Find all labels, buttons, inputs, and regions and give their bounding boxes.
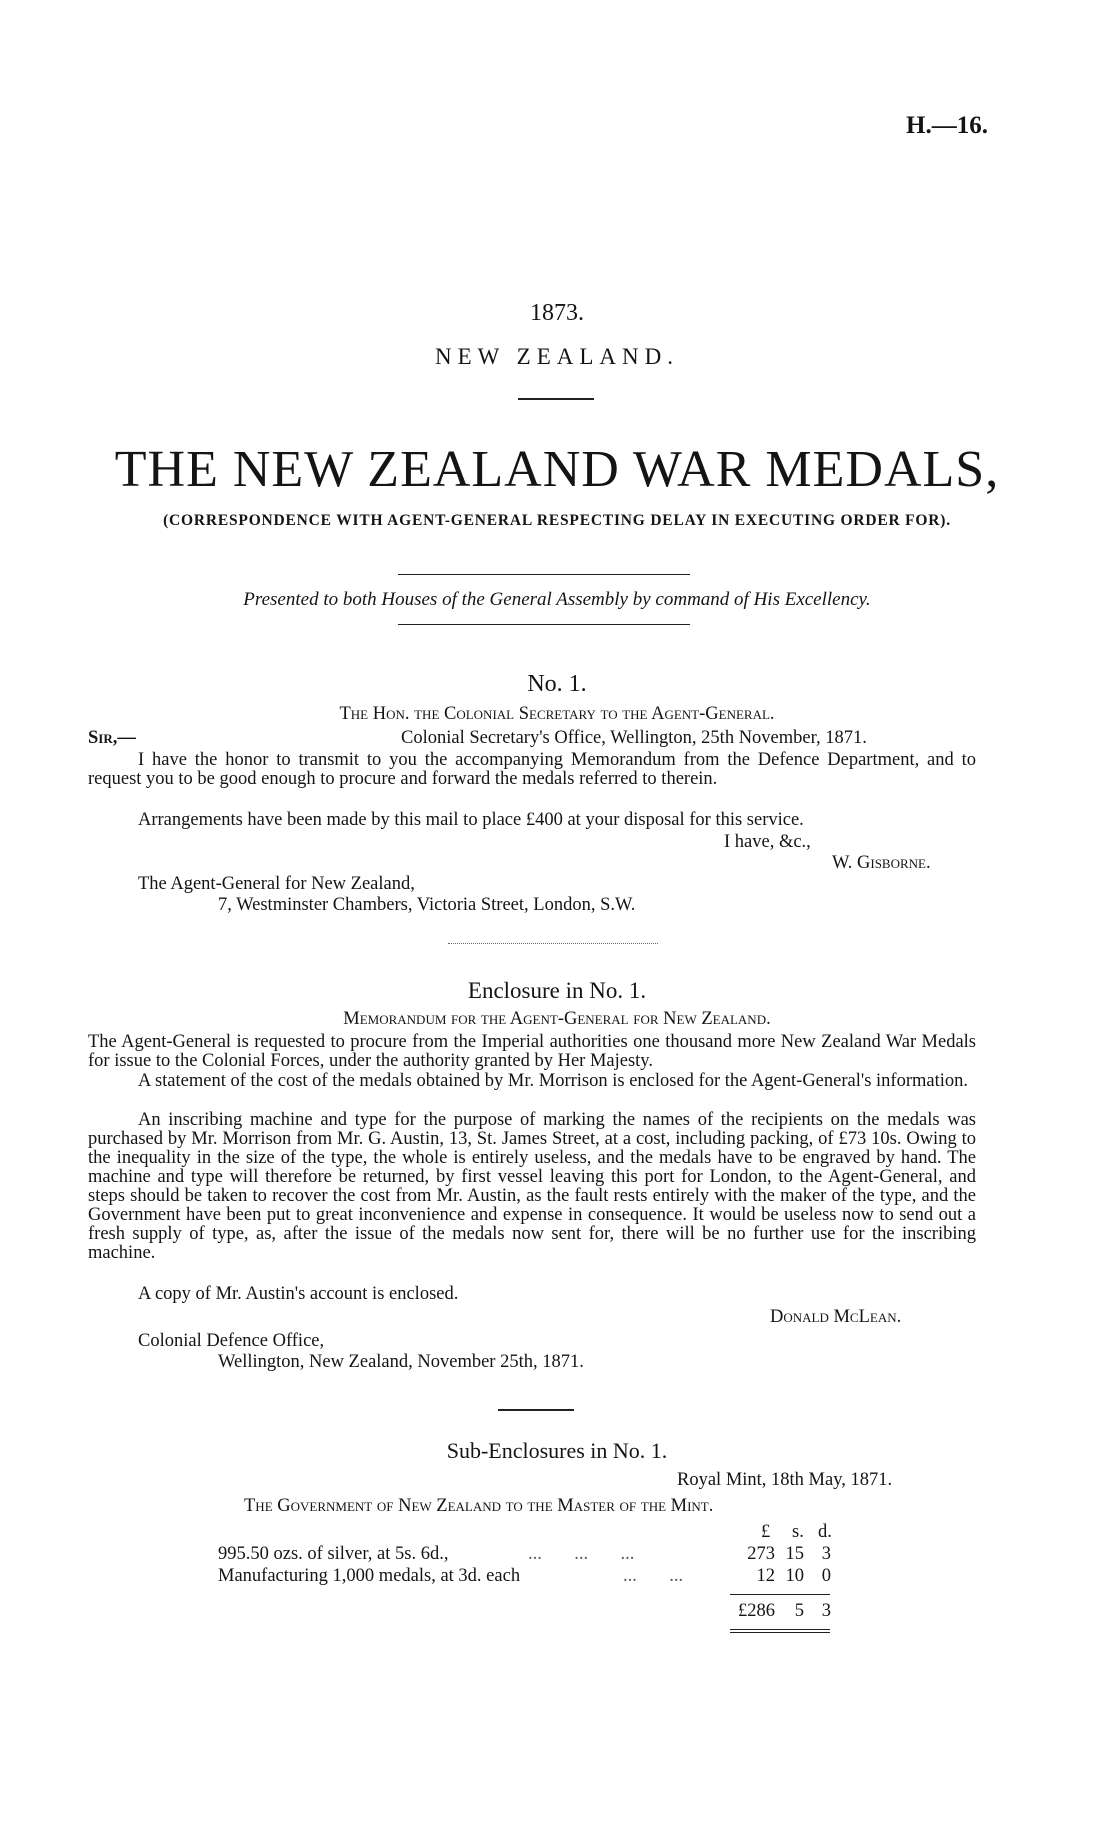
divider (498, 1409, 574, 1411)
column-shillings: s. (792, 1522, 804, 1542)
row-description: 995.50 ozs. of silver, at 5s. 6d., (218, 1544, 449, 1564)
row-description: Manufacturing 1,000 medals, at 3d. each (218, 1566, 521, 1586)
account-parties: The Government of New Zealand to the Master of the Mint. (244, 1496, 714, 1516)
table-row (218, 1544, 878, 1564)
memo-heading: Memorandum for the Agent-General for New Zealand. (343, 1009, 771, 1029)
memo-paragraph: A copy of Mr. Austin's account is enclosed. (138, 1284, 459, 1304)
closing: I have, &c., (724, 832, 811, 852)
office-address: Wellington, New Zealand, November 25th, 1871. (218, 1352, 584, 1372)
table-header (218, 1522, 878, 1542)
letter-paragraph: I have the honor to transmit to you the accompanying Memorandum from the Defence Department, and to request you to be good enough to procure and forward the medals referred to therein. (88, 750, 976, 789)
recipient-line: The Agent-General for New Zealand, (138, 874, 415, 894)
leader-dots: ... ... ... (528, 1544, 635, 1564)
memo-paragraph: A statement of the cost of the medals obtained by Mr. Morrison is enclosed for the Agent-General's information. (138, 1071, 968, 1091)
sum-rule (730, 1594, 830, 1595)
signature: Donald McLean. (770, 1307, 902, 1327)
total-pounds: £286 (738, 1601, 775, 1621)
amount-shillings: 10 (785, 1566, 804, 1586)
letter-paragraph: Arrangements have been made by this mail to place £400 at your disposal for this service. (138, 810, 804, 830)
column-pounds: £ (761, 1522, 771, 1542)
document-subtitle: (CORRESPONDENCE WITH AGENT-GENERAL RESPECTING DELAY IN EXECUTING ORDER FOR). (163, 512, 951, 529)
amount-pounds: 273 (747, 1544, 775, 1564)
recipient-address: 7, Westminster Chambers, Victoria Street, London, S.W. (218, 895, 636, 915)
amount-pence: 3 (821, 1544, 831, 1564)
section-heading: Sub-Enclosures in No. 1. (446, 1438, 668, 1463)
divider (398, 574, 690, 575)
total-pence: 3 (821, 1601, 831, 1621)
document-reference: H.—16. (906, 112, 988, 139)
divider (448, 943, 658, 944)
salutation: Sir,— (88, 728, 136, 748)
year: 1873. (530, 300, 584, 326)
total-shillings: 5 (794, 1601, 804, 1621)
dateline: Royal Mint, 18th May, 1871. (677, 1470, 893, 1490)
section-heading: Enclosure in No. 1. (467, 978, 647, 1003)
amount-shillings: 15 (785, 1544, 804, 1564)
country: NEW ZEALAND. (434, 344, 680, 369)
amount-pounds: 12 (756, 1566, 775, 1586)
total-rule (730, 1629, 830, 1630)
memo-paragraph: The Agent-General is requested to procure from the Imperial authorities one thousand more New Zealand War Medals for issue to the Colonial Forces, under the authority granted by Her Majesty. (88, 1032, 976, 1071)
section-heading: No. 1. (527, 671, 587, 697)
memo-paragraph: An inscribing machine and type for the purpose of marking the names of the recipients on the medals was purchased by Mr. Morrison from Mr. G. Austin, 13, St. James Street, at a cost, including packing, of £73 10s. Owing to the inequality in the size of the type, the whole is entirely useless, and the medals have to be engraved by hand. The machine and type will therefore be returned, by first vessel leaving this port for London, to the Agent-General, and steps should be taken to recover the cost from Mr. Austin, as the fault rests entirely with the maker of the type, and the Government have been put to great inconvenience and expense in consequence. It would be useless now to send out a fresh supply of type, as, after the issue of the medals now sent for, there will be no further use for the inscribing machine. (88, 1110, 976, 1263)
presented-note: Presented to both Houses of the General Assembly by command of His Excellency. (243, 589, 871, 610)
dateline: Colonial Secretary's Office, Wellington, 25th November, 1871. (401, 728, 867, 748)
letter-addressee: The Hon. the Colonial Secretary to the Agent-General. (339, 704, 775, 724)
total-rule (730, 1632, 830, 1633)
divider (518, 398, 594, 400)
table-total-row (218, 1601, 878, 1621)
divider (398, 624, 690, 625)
leader-dots: ... ... (623, 1566, 684, 1586)
document-title: THE NEW ZEALAND WAR MEDALS, (114, 441, 1000, 498)
signature: W. Gisborne. (832, 853, 931, 873)
column-pence: d. (818, 1522, 832, 1542)
amount-pence: 0 (821, 1566, 831, 1586)
office-line: Colonial Defence Office, (138, 1331, 325, 1351)
table-row (218, 1566, 878, 1586)
